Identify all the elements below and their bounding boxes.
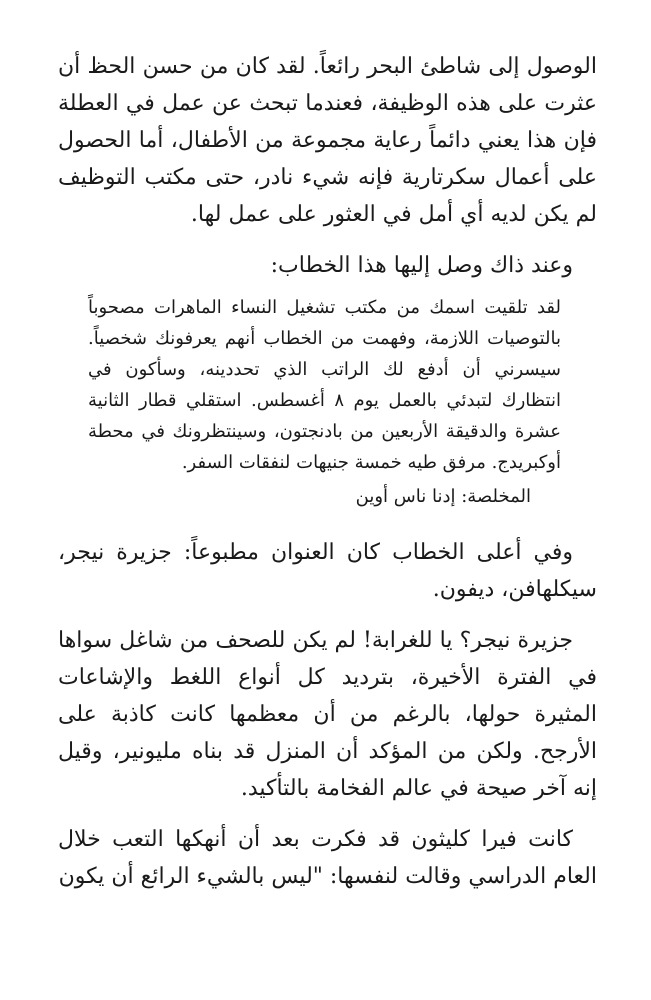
paragraph-vera: كانت فيرا كليثون قد فكرت بعد أن أنهكها التعب خلال العام الدراسي وقالت لنفسها: "ليس بالشيء الرائع أن يكون <box>58 827 597 889</box>
paragraph-address: وفي أعلى الخطاب كان العنوان مطبوعاً: جزيرة نيجر، سيكلهافن، ديفون. <box>58 540 597 602</box>
paragraph-job-found: الوصول إلى شاطئ البحر رائعاً. لقد كان من حسن الحظ أن عثرت على هذه الوظيفة، فعندما تبحث عن عمل في العطلة فإن هذا يعني دائماً رعاية مجموعة من الأطفال، أما الحصول على أعمال سكرتارية فإنه شيء نادر، حتى مكتب التوظيف لم يكن لديه أي أمل في العثور على عمل لها. <box>58 54 597 227</box>
quoted-letter: لقد تلقيت اسمك من مكتب تشغيل النساء الماهرات مصحوباً بالتوصيات اللازمة، وفهمت من الخطاب أنهم يعرفونك شخصياً. سيسرني أن أدفع لك الراتب الذي تحددينه، وسأكون في انتظارك لتبدئي بالعمل يوم ٨ أغسطس. استقلي قطار الثانية عشرة والدقيقة الأربعين من بادنجتون، وسينتظرونك في محطة أوكبريدج. مرفق طيه خمسة جنيهات لنفقات السفر. <box>88 297 562 473</box>
paragraph-letter-intro: وعند ذاك وصل إليها هذا الخطاب: <box>270 253 573 278</box>
paragraph-island: جزيرة نيجر؟ يا للغرابة! لم يكن للصحف من شاغل سواها في الفترة الأخيرة، بترديد كل أنواع اللغط والإشاعات المثيرة حولها، بالرغم من أن معظمها كانت كاذبة على الأرجح. ولكن من المؤكد أن المنزل قد بناه مليونير، وقيل إنه آخر صيحة في عالم الفخامة بالتأكيد. <box>58 628 597 801</box>
letter-signature: المخلصة: إدنا ناس أوين <box>355 486 531 507</box>
